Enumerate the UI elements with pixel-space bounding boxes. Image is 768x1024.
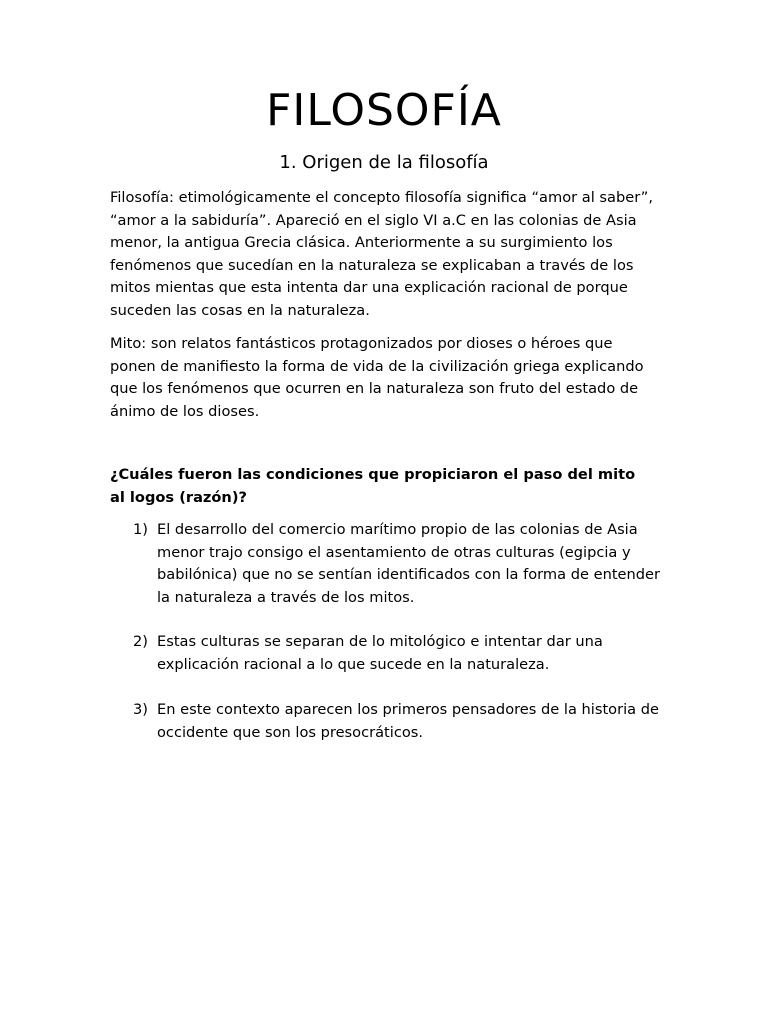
list-item-text: El desarrollo del comercio marítimo propio de las colonias de Asia menor trajo consigo el asentamiento de otras culturas (egipcia y babilónica) que no se sentían identificados con la forma de entender la naturaleza a través de los mitos.	[157, 521, 661, 606]
question-heading: ¿Cuáles fueron las condiciones que propiciaron el paso del mito al logos (razón)?	[110, 466, 636, 506]
list-item-number: 3)	[133, 701, 148, 718]
list-item	[133, 699, 663, 744]
list-item-text: En este contexto aparecen los primeros pensadores de la historia de occidente que son los presocráticos.	[157, 701, 659, 741]
paragraph-filosofia: Filosofía: etimológicamente el concepto filosofía significa “amor al saber”, “amor a la sabiduría”. Apareció en el siglo VI a.C en las colonias de Asia menor, la antigua Grecia clásica. Anteriormente a su surgimiento los fenómenos que sucedían en la naturaleza se explicaban a través de los mitos mientas que esta intenta dar una explicación racional de porque suceden las cosas en la naturaleza.	[110, 189, 654, 319]
list-item-text: Estas culturas se separan de lo mitológico e intentar dar una explicación racional a lo que sucede en la naturaleza.	[157, 633, 603, 673]
list-item	[133, 519, 663, 609]
list-item-number: 2)	[133, 633, 148, 650]
section-heading: 1. Origen de la filosofía	[279, 152, 489, 173]
list-item	[133, 631, 663, 676]
document-title: FILOSOFÍA	[266, 85, 502, 136]
paragraph-mito: Mito: son relatos fantásticos protagonizados por dioses o héroes que ponen de manifiesto la forma de vida de la civilización griega explicando que los fenómenos que ocurren en la naturaleza son fruto del estado de ánimo de los dioses.	[110, 335, 644, 420]
list-item-number: 1)	[133, 521, 148, 538]
